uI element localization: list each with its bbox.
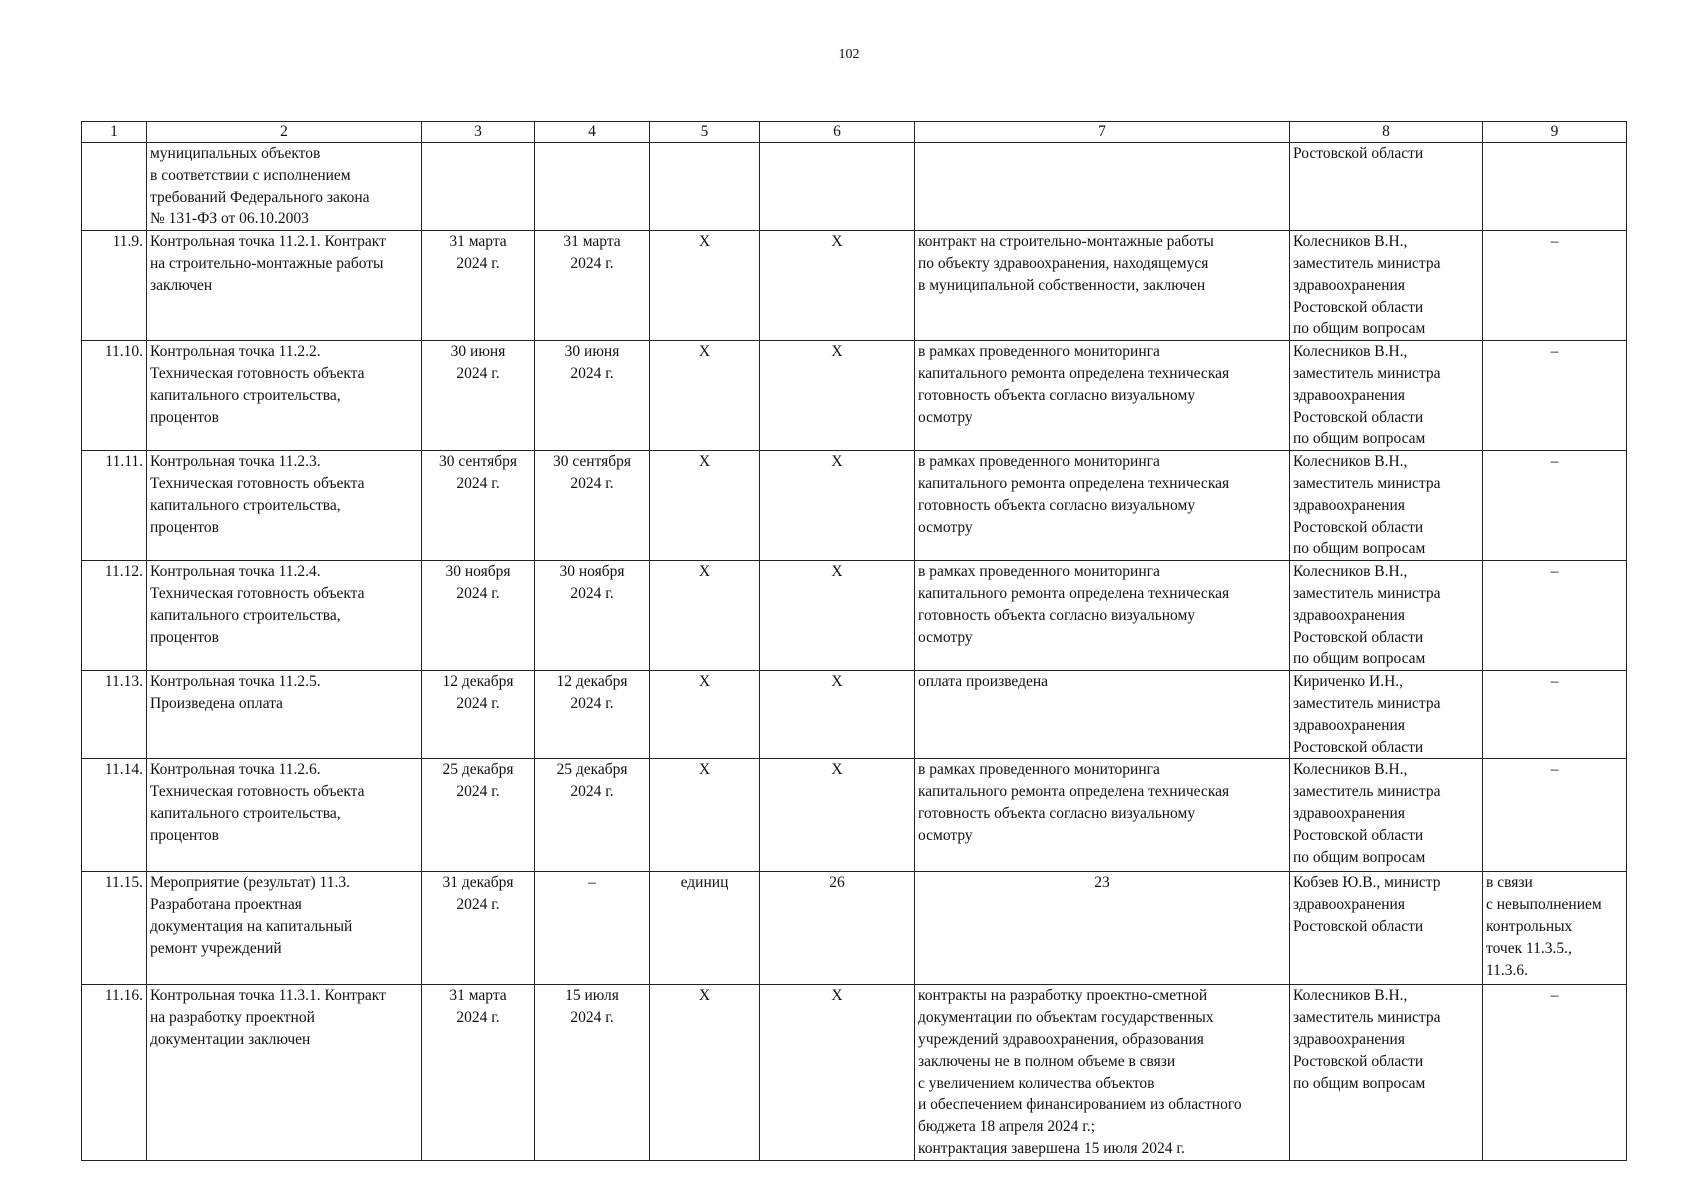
unit: X [650, 985, 760, 1160]
table-row [82, 341, 1627, 451]
column-header: 6 [760, 122, 915, 143]
row-number: 11.9. [82, 231, 147, 341]
row-name: Контрольная точка 11.2.1. Контракт на строительно-монтажные работы заключен [147, 231, 422, 341]
responsible-person: Колесников В.Н., заместитель министра здравоохранения Ростовской области по общим вопросам [1290, 561, 1483, 671]
planned-date: 31 марта 2024 г. [422, 231, 535, 341]
deviation-reason: в связи с невыполнением контрольных точек 11.3.5., 11.3.6. [1483, 872, 1627, 985]
column-header: 7 [915, 122, 1290, 143]
planned-value: X [760, 671, 915, 759]
responsible-person: Колесников В.Н., заместитель министра здравоохранения Ростовской области по общим вопросам [1290, 451, 1483, 561]
column-header: 3 [422, 122, 535, 143]
actual-date: 15 июля 2024 г. [535, 985, 650, 1160]
planned-date: 30 июня 2024 г. [422, 341, 535, 451]
page-number: 102 [838, 47, 860, 62]
actual-value: в рамках проведенного мониторинга капитального ремонта определена техническая готовность объекта согласно визуальному осмотру [915, 759, 1290, 872]
column-header: 1 [82, 122, 147, 143]
responsible-person: Колесников В.Н., заместитель министра здравоохранения Ростовской области по общим вопросам [1290, 231, 1483, 341]
actual-date: 25 декабря 2024 г. [535, 759, 650, 872]
column-number-header-row [82, 122, 1627, 143]
actual-date: 30 июня 2024 г. [535, 341, 650, 451]
row-name: Контрольная точка 11.3.1. Контракт на разработку проектной документации заключен [147, 985, 422, 1160]
actual-date: 30 сентября 2024 г. [535, 451, 650, 561]
table-row [82, 561, 1627, 671]
planned-date: 12 декабря 2024 г. [422, 671, 535, 759]
actual-value: в рамках проведенного мониторинга капитального ремонта определена техническая готовность объекта согласно визуальному осмотру [915, 451, 1290, 561]
column-header: 4 [535, 122, 650, 143]
row-name: муниципальных объектов в соответствии с исполнением требований Федерального закона № 131-ФЗ от 06.10.2003 [147, 143, 422, 231]
responsible-person: Колесников В.Н., заместитель министра здравоохранения Ростовской области по общим вопросам [1290, 985, 1483, 1160]
deviation-reason: – [1483, 561, 1627, 671]
row-number: 11.15. [82, 872, 147, 985]
actual-date: – [535, 872, 650, 985]
actual-value [915, 143, 1290, 231]
unit: X [650, 231, 760, 341]
deviation-reason: – [1483, 671, 1627, 759]
row-number: 11.11. [82, 451, 147, 561]
responsible-person: Колесников В.Н., заместитель министра здравоохранения Ростовской области по общим вопросам [1290, 759, 1483, 872]
actual-value: в рамках проведенного мониторинга капитального ремонта определена техническая готовность объекта согласно визуальному осмотру [915, 561, 1290, 671]
row-number: 11.16. [82, 985, 147, 1160]
planned-value: X [760, 561, 915, 671]
unit: X [650, 561, 760, 671]
planned-value: X [760, 341, 915, 451]
responsible-person: Кириченко И.Н., заместитель министра здравоохранения Ростовской области [1290, 671, 1483, 759]
row-name: Контрольная точка 11.2.4. Техническая готовность объекта капитального строительства, процентов [147, 561, 422, 671]
planned-value: X [760, 451, 915, 561]
table-row [82, 759, 1627, 872]
actual-date [535, 143, 650, 231]
actual-value: оплата произведена [915, 671, 1290, 759]
actual-value: 23 [915, 872, 1290, 985]
unit: единиц [650, 872, 760, 985]
row-name: Контрольная точка 11.2.3. Техническая готовность объекта капитального строительства, процентов [147, 451, 422, 561]
row-name: Контрольная точка 11.2.2. Техническая готовность объекта капитального строительства, процентов [147, 341, 422, 451]
planned-date: 30 сентября 2024 г. [422, 451, 535, 561]
planned-date: 31 декабря 2024 г. [422, 872, 535, 985]
deviation-reason: – [1483, 985, 1627, 1160]
responsible-person: Кобзев Ю.В., министр здравоохранения Ростовской области [1290, 872, 1483, 985]
planned-value: 26 [760, 872, 915, 985]
planned-value: X [760, 759, 915, 872]
row-number [82, 143, 147, 231]
row-number: 11.13. [82, 671, 147, 759]
planned-value [760, 143, 915, 231]
row-name: Контрольная точка 11.2.5. Произведена оплата [147, 671, 422, 759]
row-number: 11.14. [82, 759, 147, 872]
deviation-reason: – [1483, 759, 1627, 872]
actual-value: контракты на разработку проектно-сметной документации по объектам государственных учреждений здравоохранения, образования заключены не в полном объеме в связи с увеличением количества объектов и обеспечением финансированием из областного бюджета 18 апреля 2024 г.; контрактация завершена 15 июля 2024 г. [915, 985, 1290, 1160]
row-name: Мероприятие (результат) 11.3. Разработана проектная документация на капитальный ремонт учреждений [147, 872, 422, 985]
unit: X [650, 759, 760, 872]
planned-date: 25 декабря 2024 г. [422, 759, 535, 872]
unit: X [650, 451, 760, 561]
row-number: 11.10. [82, 341, 147, 451]
deviation-reason [1483, 143, 1627, 231]
deviation-reason: – [1483, 231, 1627, 341]
table-row [82, 143, 1627, 231]
column-header: 5 [650, 122, 760, 143]
unit: X [650, 341, 760, 451]
row-name: Контрольная точка 11.2.6. Техническая готовность объекта капитального строительства, процентов [147, 759, 422, 872]
unit [650, 143, 760, 231]
table-row [82, 872, 1627, 985]
responsible-person: Колесников В.Н., заместитель министра здравоохранения Ростовской области по общим вопросам [1290, 341, 1483, 451]
actual-date: 31 марта 2024 г. [535, 231, 650, 341]
report-table [81, 121, 1627, 1161]
table-row [82, 671, 1627, 759]
planned-date [422, 143, 535, 231]
planned-date: 30 ноября 2024 г. [422, 561, 535, 671]
actual-date: 12 декабря 2024 г. [535, 671, 650, 759]
deviation-reason: – [1483, 451, 1627, 561]
column-header: 2 [147, 122, 422, 143]
table-row [82, 451, 1627, 561]
planned-value: X [760, 985, 915, 1160]
actual-value: контракт на строительно-монтажные работы по объекту здравоохранения, находящемуся в муниципальной собственности, заключен [915, 231, 1290, 341]
planned-date: 31 марта 2024 г. [422, 985, 535, 1160]
table-row [82, 985, 1627, 1160]
actual-value: в рамках проведенного мониторинга капитального ремонта определена техническая готовность объекта согласно визуальному осмотру [915, 341, 1290, 451]
unit: X [650, 671, 760, 759]
column-header: 8 [1290, 122, 1483, 143]
planned-value: X [760, 231, 915, 341]
column-header: 9 [1483, 122, 1627, 143]
deviation-reason: – [1483, 341, 1627, 451]
row-number: 11.12. [82, 561, 147, 671]
responsible-person: Ростовской области [1290, 143, 1483, 231]
table-row [82, 231, 1627, 341]
actual-date: 30 ноября 2024 г. [535, 561, 650, 671]
